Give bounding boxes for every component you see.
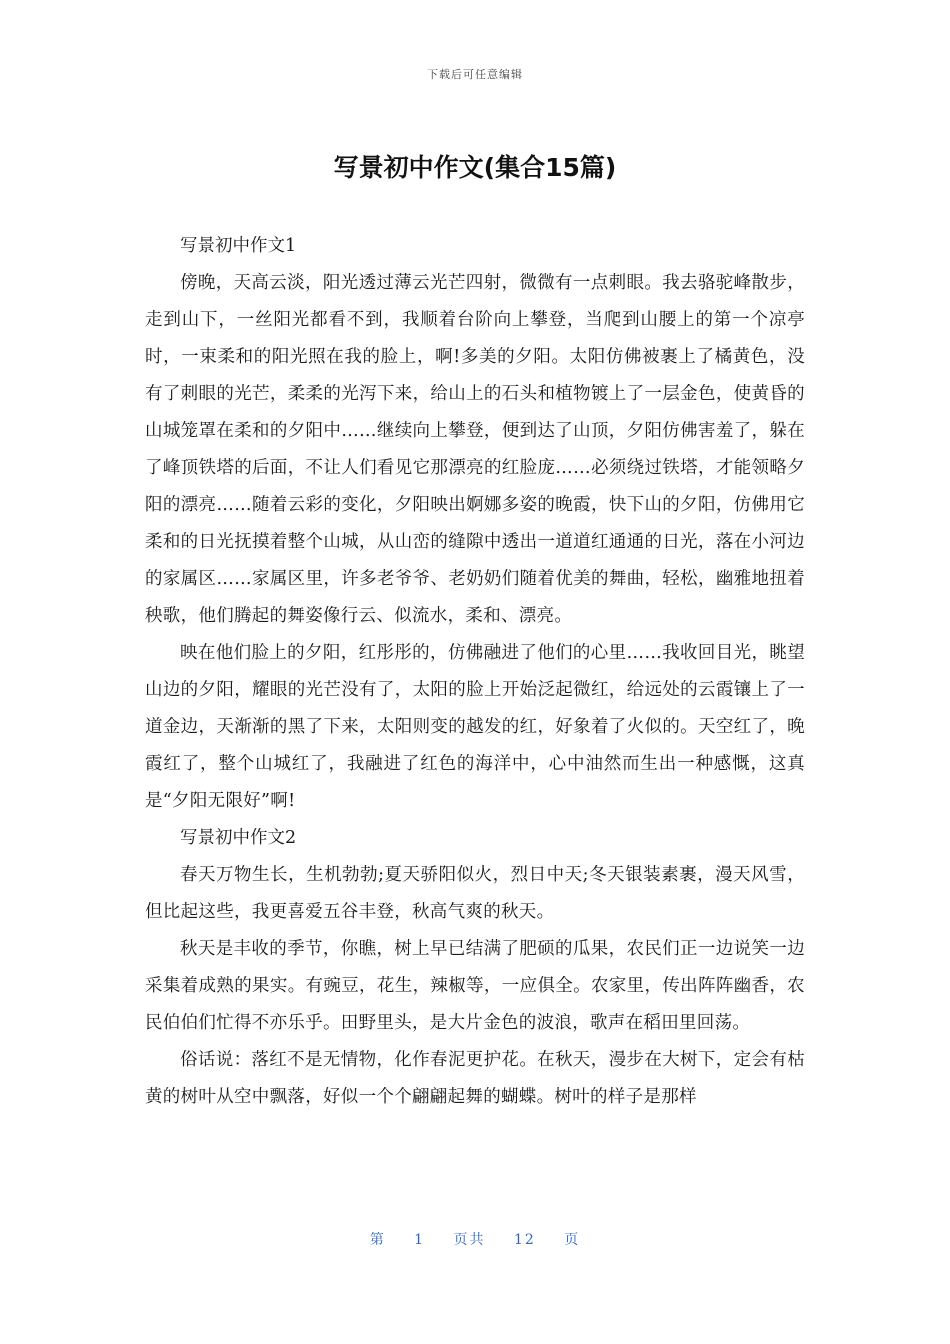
paragraph: 春天万物生长，生机勃勃;夏天骄阳似火，烈日中天;冬天银装素裹，漫天风雪，但比起这些，我更喜爱五谷丰登，秋高气爽的秋天。 bbox=[145, 865, 805, 922]
paragraph: 傍晚，天高云淡，阳光透过薄云光芒四射，微微有一点刺眼。我去骆驼峰散步，走到山下，一丝阳光都看不到，我顺着台阶向上攀登，当爬到山腰上的第一个凉亭时，一束柔和的阳光照在我的脸上，啊!多美的夕阳。太阳仿佛被裹上了橘黄色，没有了刺眼的光芒，柔柔的光泻下来，给山上的石头和植物镀上了一层金色，使黄昏的山城笼罩在柔和的夕阳中……继续向上攀登，便到达了山顶，夕阳仿佛害羞了，躲在了峰顶铁塔的后面，不让人们看见它那漂亮的红脸庞……必须绕过铁塔，才能领略夕阳的漂亮……随着云彩的变化，夕阳映出婀娜多姿的晚霞，快下山的夕阳，仿佛用它柔和的日光抚摸着整个山城，从山峦的缝隙中透出一道道红通通的日光，落在小河边的家属区……家属区里，许多老爷爷、老奶奶们随着优美的舞曲，轻松，幽雅地扭着秧歌，他们腾起的舞姿像行云、似流水，柔和、漂亮。 bbox=[145, 273, 805, 626]
section-heading: 写景初中作文2 bbox=[180, 828, 297, 848]
footer-page-of: 页共 bbox=[453, 1232, 486, 1248]
document-title: 写景初中作文(集合15篇) bbox=[333, 153, 617, 182]
header-note: 下载后可任意编辑 bbox=[427, 68, 523, 81]
paragraph: 映在他们脸上的夕阳，红彤彤的，仿佛融进了他们的心里……我收回目光，眺望山边的夕阳，耀眼的光芒没有了，太阳的脸上开始泛起微红，给远处的云霞镶上了一道金边，天渐渐的黑了下来，太阳则变的越发的红，好象着了火似的。天空红了，晚霞红了，整个山城红了，我融进了红色的海洋中，心中油然而生出一种感慨，这真是“夕阳无限好”啊! bbox=[145, 643, 805, 811]
page-footer bbox=[0, 1229, 950, 1249]
footer-page-word: 第 bbox=[369, 1232, 386, 1248]
paragraph: 秋天是丰收的季节，你瞧，树上早已结满了肥硕的瓜果，农民们正一边说笑一边采集着成熟的果实。有豌豆，花生，辣椒等，一应俱全。农家里，传出阵阵幽香，农民伯伯们忙得不亦乐乎。田野里头，是大片金色的波浪，歌声在稻田里回荡。 bbox=[145, 939, 805, 1033]
footer-page-suffix: 页 bbox=[564, 1232, 581, 1248]
footer-page-total: 12 bbox=[514, 1232, 536, 1248]
document-body bbox=[145, 228, 805, 1116]
paragraph: 俗话说：落红不是无情物，化作春泥更护花。在秋天，漫步在大树下，定会有枯黄的树叶从空中飘落，好似一个个翩翩起舞的蝴蝶。树叶的样子是那样 bbox=[145, 1050, 805, 1107]
footer-page-number: 1 bbox=[414, 1232, 426, 1248]
section-heading: 写景初中作文1 bbox=[180, 236, 297, 256]
